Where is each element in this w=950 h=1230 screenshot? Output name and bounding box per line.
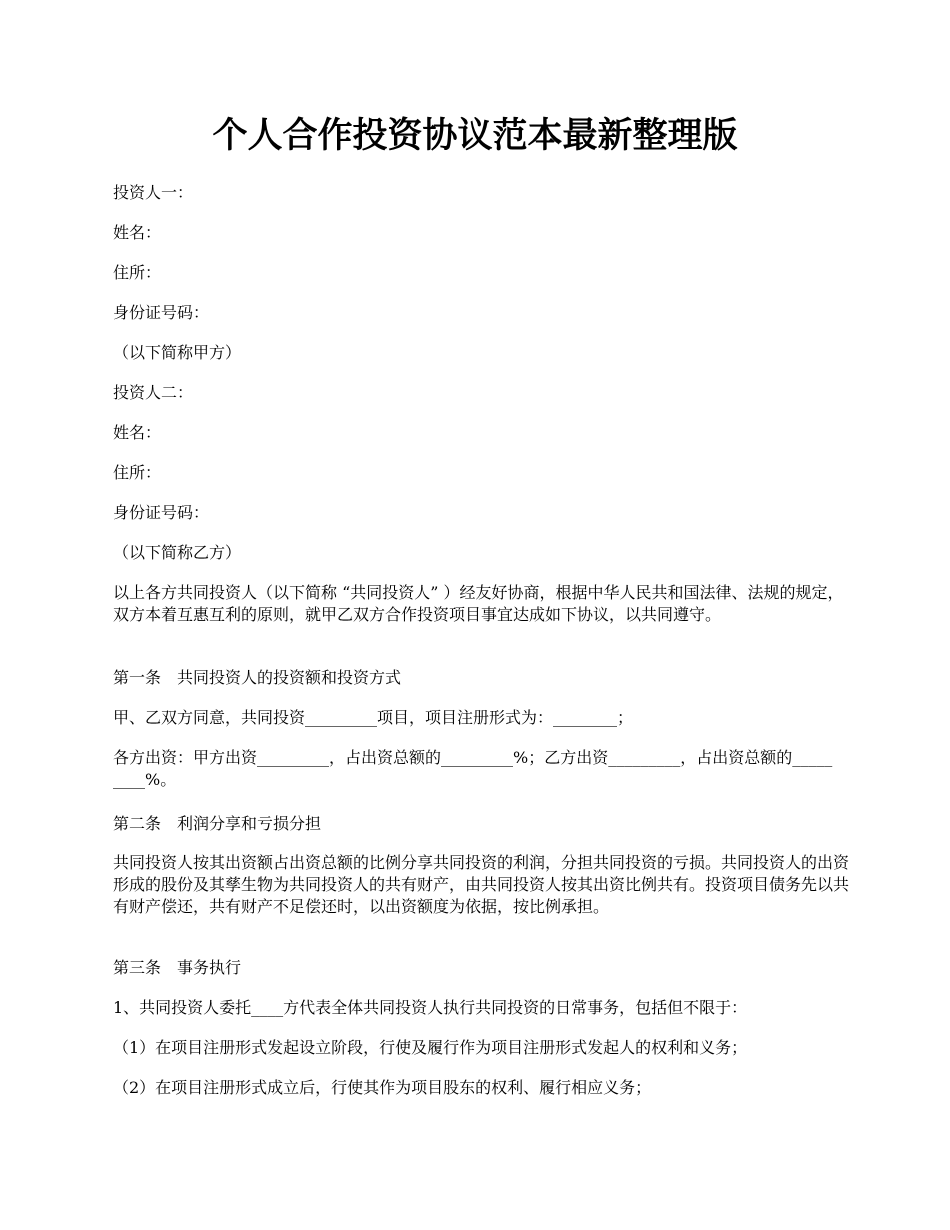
article-two-heading: 第二条 利润分享和亏损分担 xyxy=(113,814,322,833)
article-one-heading: 第一条 共同投资人的投资额和投资方式 xyxy=(113,668,402,687)
investor-one-name-field: 姓名： xyxy=(113,223,162,242)
investor-two-id-field: 身份证号码： xyxy=(113,503,210,522)
investor-two-heading: 投资人二： xyxy=(113,383,194,402)
capital-contribution-clause: 各方出资：甲方出资_________，占出资总额的_________%；乙方出资_________，占出资总额的_________%。 xyxy=(113,748,833,789)
investor-two-name-field: 姓名： xyxy=(113,423,162,442)
document-title: 个人合作投资协议范本最新整理版 xyxy=(212,115,738,156)
investor-one-address-field: 住所： xyxy=(113,263,162,282)
preamble-paragraph: 以上各方共同投资人（以下简称 “共同投资人” ）经友好协商，根据中华人民共和国法律、法规的规定，双方本着互惠互利的原则，就甲乙双方合作投资项目事宜达成如下协议，以共同遵守。 xyxy=(113,583,844,624)
investor-one-heading: 投资人一： xyxy=(113,183,194,202)
article-three-heading: 第三条 事务执行 xyxy=(113,958,242,977)
party-b-alias: （以下简称乙方） xyxy=(113,543,242,562)
party-a-alias: （以下简称甲方） xyxy=(113,343,242,362)
delegation-clause: 1、共同投资人委托____方代表全体共同投资人执行共同投资的日常事务，包括但不限于： xyxy=(113,998,748,1017)
investment-project-clause: 甲、乙双方同意，共同投资_________项目，项目注册形式为：________； xyxy=(113,708,634,727)
duty-item-one: （1）在项目注册形式发起设立阶段，行使及履行作为项目注册形式发起人的权利和义务； xyxy=(113,1038,748,1057)
investor-two-address-field: 住所： xyxy=(113,463,162,482)
profit-loss-paragraph: 共同投资人按其出资额占出资总额的比例分享共同投资的利润，分担共同投资的亏损。共同投资人的出资形成的股份及其孳生物为共同投资人的共有财产，由共同投资人按其出资比例共有。投资项目债务先以共有财产偿还，共有财产不足偿还时，以出资额度为依据，按比例承担。 xyxy=(113,853,850,916)
investor-one-id-field: 身份证号码： xyxy=(113,303,210,322)
duty-item-two: （2）在项目注册形式成立后，行使其作为项目股东的权利、履行相应义务； xyxy=(113,1078,652,1097)
